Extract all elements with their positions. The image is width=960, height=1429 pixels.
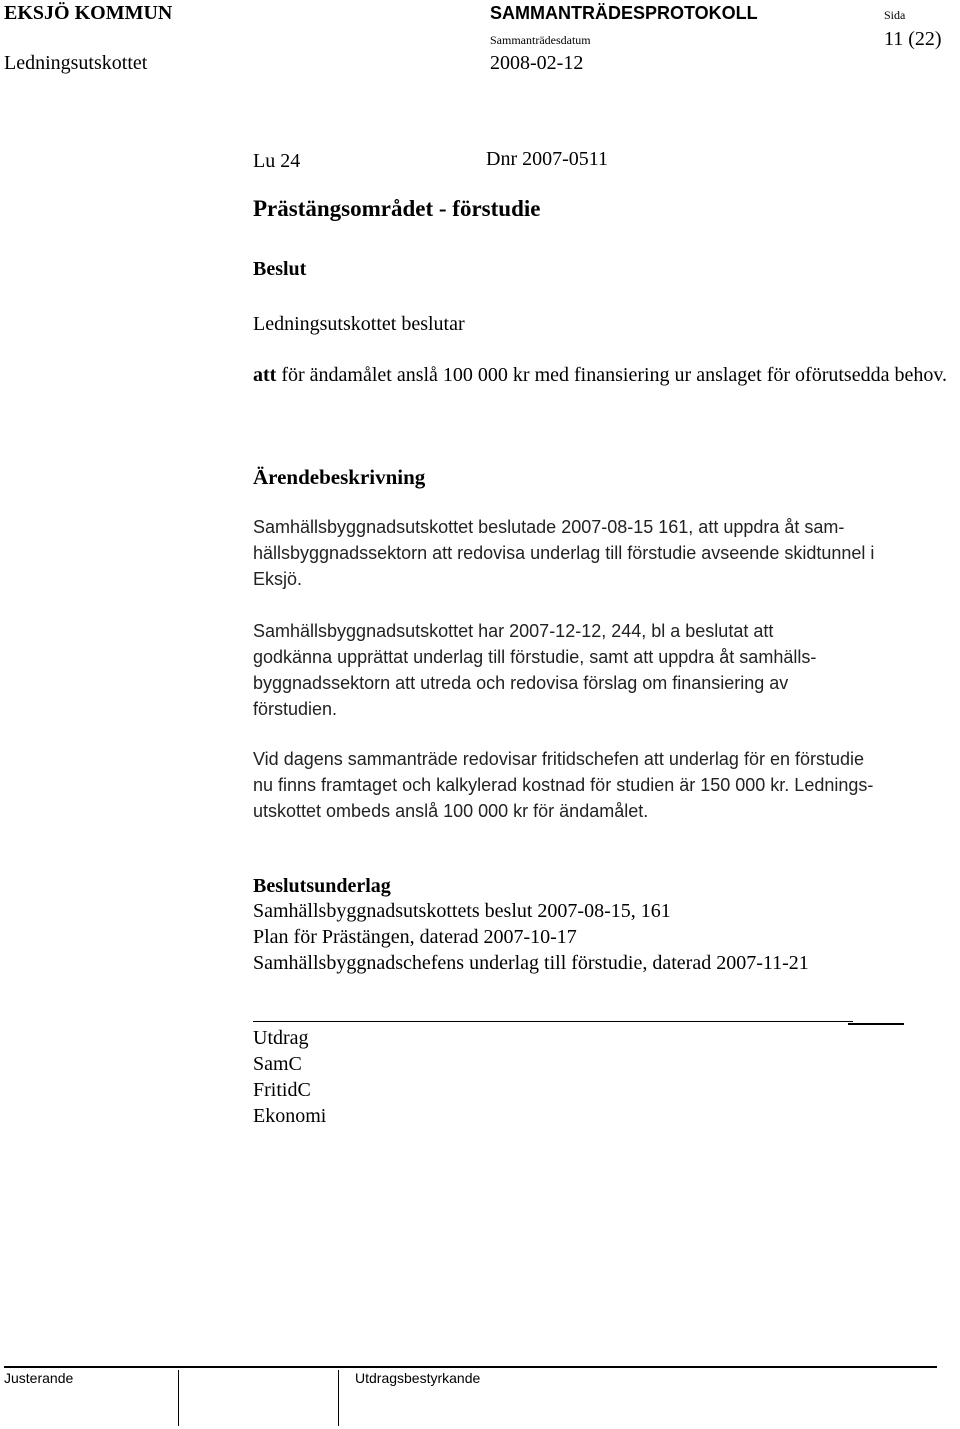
- paragraph-line: godkänna upprättat underlag till förstudie, samt att uppdra åt samhälls-: [253, 647, 817, 667]
- list-item: Samhällsbyggnadsutskottets beslut 2007-08-15, 161: [253, 900, 671, 922]
- list-item: Plan för Prästängen, daterad 2007-10-17: [253, 926, 577, 948]
- case-dnr: Dnr 2007-0511: [486, 148, 609, 170]
- list-item: SamC: [253, 1053, 302, 1075]
- meeting-date-label: Sammanträdesdatum: [490, 33, 591, 47]
- description-paragraph-3: [253, 746, 953, 824]
- separator-line: [253, 1021, 853, 1022]
- case-title: Prästängsområdet - förstudie: [253, 196, 541, 221]
- page-number: 11 (22): [884, 28, 942, 50]
- case-number: Lu 24: [253, 150, 301, 172]
- description-paragraph-1: [253, 514, 953, 592]
- decision-body: för ändamålet anslå 100 000 kr med finansiering ur anslaget för oförutsedda behov.: [276, 364, 948, 386]
- distribution-list: [253, 1025, 326, 1129]
- footer-rule: [4, 1366, 937, 1368]
- list-item: Utdrag: [253, 1027, 309, 1049]
- paragraph-line: Samhällsbyggnadsutskottet har 2007-12-12, 244, bl a beslutat att: [253, 621, 774, 641]
- list-item: FritidC: [253, 1079, 311, 1101]
- decision-text: [253, 362, 960, 388]
- paragraph-line: hällsbyggnadssektorn att redovisa underlag till förstudie avseende skidtunnel i: [253, 543, 875, 563]
- separator-line-short: [848, 1023, 904, 1025]
- signature-box-divider: [338, 1370, 339, 1426]
- decision-lead: att: [253, 364, 277, 386]
- paragraph-line: nu finns framtaget och kalkylerad kostnad för studien är 150 000 kr. Lednings-: [253, 775, 874, 795]
- signature-box-divider: [178, 1370, 179, 1426]
- page-label: Sida: [884, 8, 906, 22]
- paragraph-line: Eksjö.: [253, 569, 303, 589]
- document-type: SAMMANTRÄDESPROTOKOLL: [490, 3, 758, 23]
- list-item: Ekonomi: [253, 1105, 327, 1127]
- basis-list: [253, 898, 809, 976]
- basis-heading: Beslutsunderlag: [253, 875, 391, 897]
- committee-name: Ledningsutskottet: [4, 52, 148, 74]
- paragraph-line: Vid dagens sammanträde redovisar fritidschefen att underlag för en förstudie: [253, 749, 865, 769]
- meeting-date: 2008-02-12: [490, 52, 584, 74]
- justerande-label: Justerande: [4, 1370, 74, 1386]
- paragraph-line: byggnadssektorn att utreda och redovisa förslag om finansiering av: [253, 673, 789, 693]
- list-item: Samhällsbyggnadschefens underlag till förstudie, daterad 2007-11-21: [253, 952, 809, 974]
- paragraph-line: förstudien.: [253, 699, 338, 719]
- decision-heading: Beslut: [253, 258, 307, 280]
- paragraph-line: Samhällsbyggnadsutskottet beslutade 2007-08-15 161, att uppdra åt sam-: [253, 517, 845, 537]
- decision-subheading: Ledningsutskottet beslutar: [253, 313, 465, 335]
- paragraph-line: utskottet ombeds anslå 100 000 kr för ändamålet.: [253, 801, 649, 821]
- description-heading: Ärendebeskrivning: [253, 465, 426, 489]
- organization-name: EKSJÖ KOMMUN: [4, 2, 173, 24]
- description-paragraph-2: [253, 618, 953, 722]
- utdragsbestyrkande-label: Utdragsbestyrkande: [355, 1370, 481, 1386]
